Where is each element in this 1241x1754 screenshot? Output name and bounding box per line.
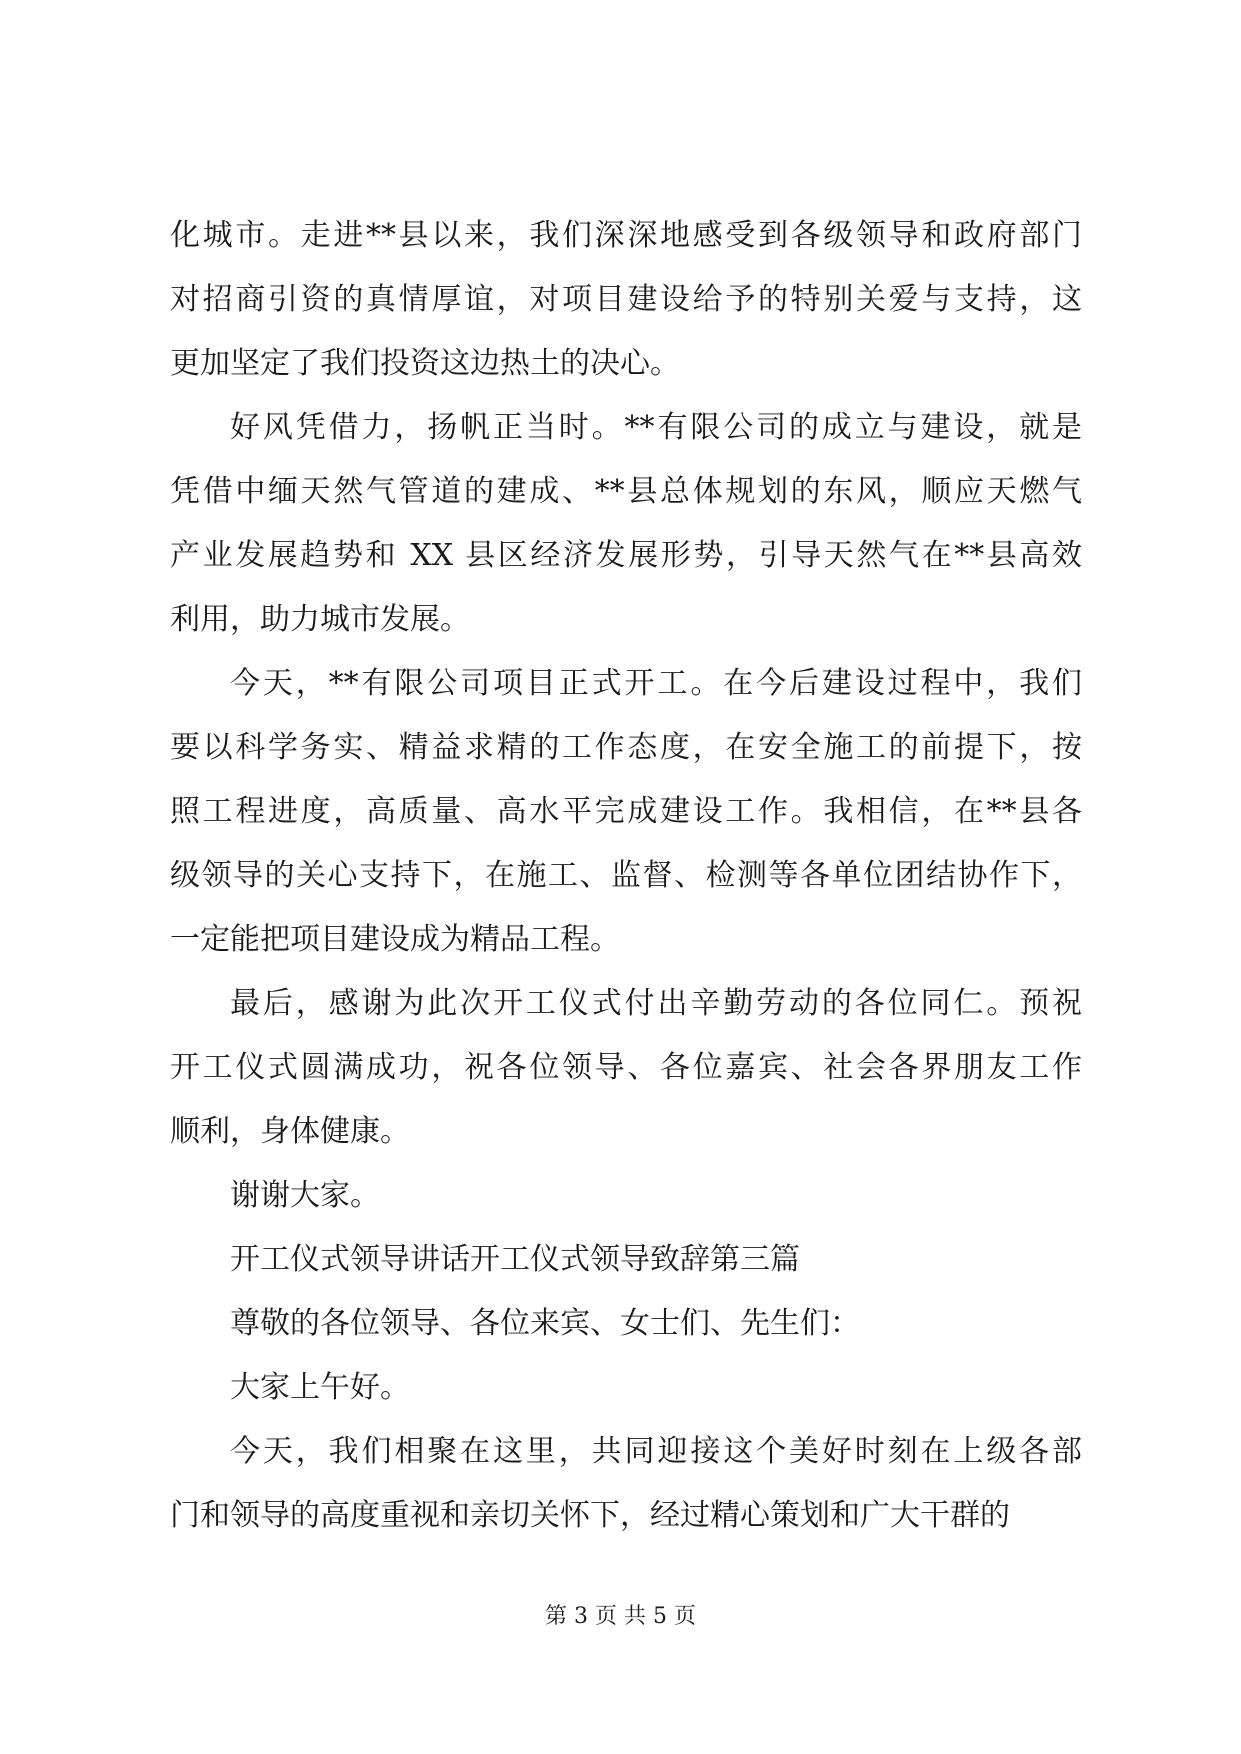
paragraph — [170, 1164, 1082, 1228]
paragraph — [170, 1420, 1082, 1548]
text-line: 今天，我们相聚在这里，共同迎接这个美好时刻在上级各部 — [230, 1434, 1082, 1469]
text-line: 门和领导的高度重视和亲切关怀下，经过精心策划和广大干群的 — [170, 1498, 1010, 1533]
text-line: 更加坚定了我们投资这边热土的决心。 — [170, 346, 680, 381]
text-line: 对招商引资的真情厚谊，对项目建设给予的特别关爱与支持，这 — [170, 282, 1082, 317]
text-line: 一定能把项目建设成为精品工程。 — [170, 922, 620, 957]
paragraph — [170, 972, 1082, 1164]
text-line: 尊敬的各位领导、各位来宾、女士们、先生们： — [230, 1306, 860, 1341]
text-line: 顺利，身体健康。 — [170, 1114, 410, 1149]
body-text — [170, 204, 1082, 1548]
text-line: 开工仪式圆满成功，祝各位领导、各位嘉宾、社会各界朋友工作 — [170, 1050, 1082, 1085]
text-line: 凭借中缅天然气管道的建成、**县总体规划的东风，顺应天燃气 — [170, 474, 1082, 509]
text-line: 级领导的关心支持下，在施工、监督、检测等各单位团结协作下， — [170, 858, 1082, 893]
paragraph — [170, 1228, 1082, 1292]
page-footer: 第 3 页 共 5 页 — [545, 1604, 696, 1629]
text-line: 今天，**有限公司项目正式开工。在今后建设过程中，我们 — [230, 666, 1082, 701]
paragraph — [170, 1356, 1082, 1420]
text-line: 好风凭借力，扬帆正当时。**有限公司的成立与建设，就是 — [230, 410, 1082, 445]
text-line: 要以科学务实、精益求精的工作态度，在安全施工的前提下，按 — [170, 730, 1082, 765]
text-line: 利用，助力城市发展。 — [170, 602, 470, 637]
paragraph — [170, 204, 1082, 396]
paragraph — [170, 1292, 1082, 1356]
text-line: 最后，感谢为此次开工仪式付出辛勤劳动的各位同仁。预祝 — [230, 986, 1082, 1021]
text-line: 照工程进度，高质量、高水平完成建设工作。我相信，在**县各 — [170, 794, 1082, 829]
paragraph — [170, 396, 1082, 652]
text-line: 产业发展趋势和 XX 县区经济发展形势，引导天然气在**县高效 — [170, 538, 1082, 573]
paragraph — [170, 652, 1082, 972]
text-line: 谢谢大家。 — [230, 1178, 380, 1213]
text-line: 开工仪式领导讲话开工仪式领导致辞第三篇 — [230, 1242, 800, 1277]
text-line: 大家上午好。 — [230, 1370, 410, 1405]
text-line: 化城市。走进**县以来，我们深深地感受到各级领导和政府部门 — [170, 218, 1082, 253]
